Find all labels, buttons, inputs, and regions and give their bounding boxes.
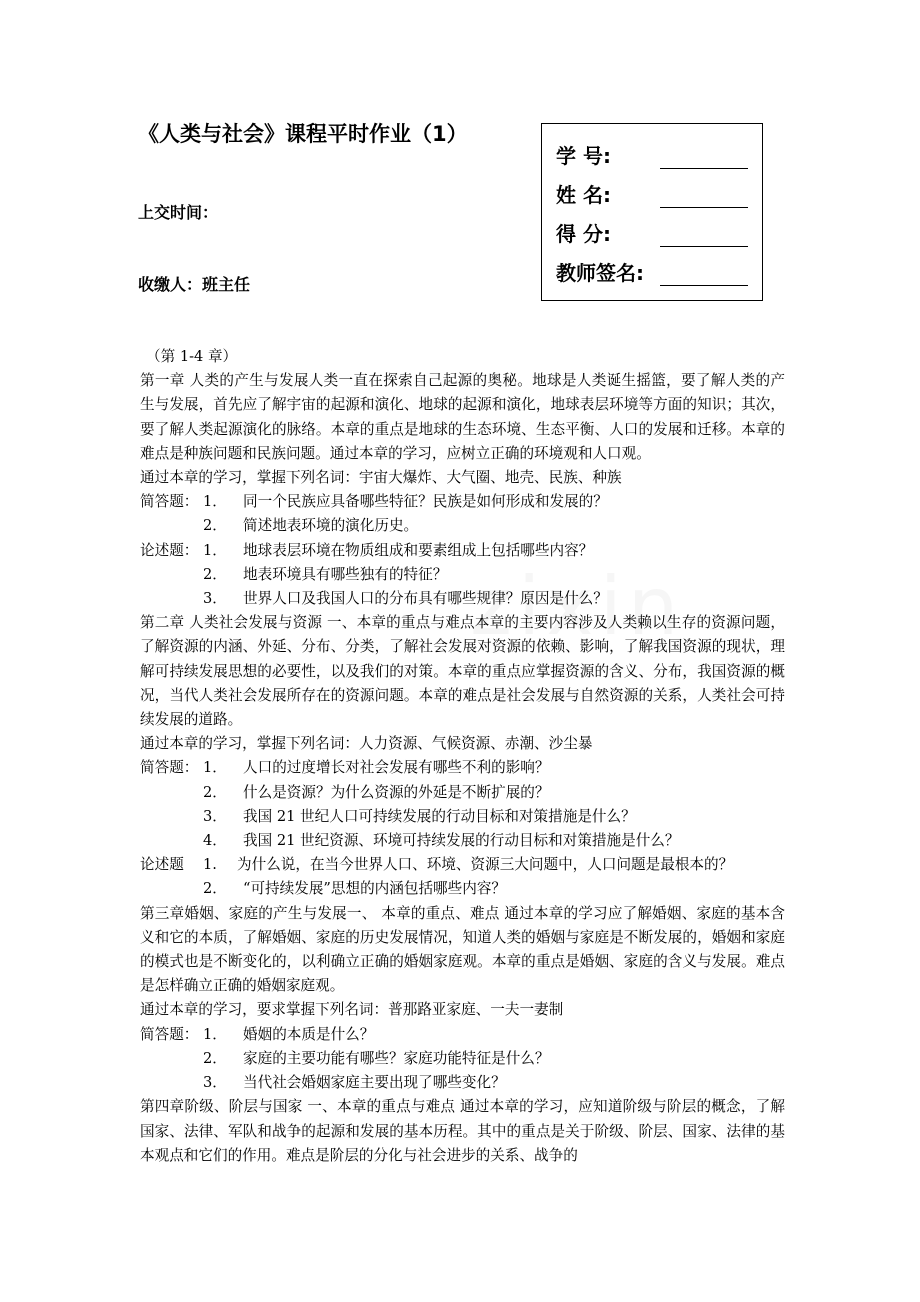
chapter-2-essay-questions (140, 853, 785, 901)
question-text: 什么是资源？为什么资源的外延是不断扩展的？ (243, 783, 550, 801)
teacher-sign-field[interactable] (660, 265, 748, 286)
question-item (140, 805, 785, 829)
question-text: 人口的过度增长对社会发展有哪些不利的影响？ (243, 759, 550, 777)
question-type-label: 论述题 (140, 856, 184, 874)
question-item (140, 756, 785, 780)
question-type-label (140, 781, 203, 805)
chapter-range: （第 1-4 章） (146, 348, 238, 365)
question-number: 3． (203, 590, 227, 608)
chapter-2-short-questions (140, 756, 785, 853)
chapter-3-short-questions (140, 1023, 785, 1096)
score-label: 得 分: (556, 222, 611, 246)
question-text: 为什么说，在当今世界人口、环境、资源三大问题中，人口问题是最根本的？ (237, 856, 734, 874)
question-text: 婚姻的本质是什么？ (243, 1025, 375, 1043)
question-item (140, 781, 785, 805)
question-text: 简述地表环境的演化历史。 (243, 517, 419, 535)
chapter-4-intro: 第四章阶级、阶层与国家 一、本章的重点与难点 通过本章的学习，应知道阶级与阶层的概念，了解国家、法律、军队和战争的起源和发展的基本历程。其中的重点是关于阶级、阶层、国家、法律的基本观点和它们的作用。难点是阶层的分化与社会进步的关系、战争的 (140, 1098, 785, 1164)
question-item (140, 490, 785, 514)
question-type-label: 简答题： (140, 493, 199, 511)
question-text: 地球表层环境在物质组成和要素组成上包括哪些内容？ (243, 541, 594, 559)
chapter-1-essay-questions (140, 539, 785, 612)
question-number: 2． (203, 517, 227, 535)
question-number: 2． (203, 565, 227, 583)
question-type-label (140, 563, 203, 587)
chapter-1-terms: 通过本章的学习，掌握下列名词：宇宙大爆炸、大气圈、地壳、民族、种族 (140, 469, 622, 487)
question-text: 地表环境具有哪些独有的特征？ (243, 565, 448, 583)
name-row (556, 179, 748, 208)
score-field[interactable] (660, 226, 748, 247)
question-type-label (140, 587, 203, 611)
question-number: 4． (203, 832, 227, 850)
question-item (140, 587, 785, 611)
question-type-label: 论述题： (140, 541, 199, 559)
teacher-sign-row (556, 257, 748, 286)
question-item (140, 539, 785, 563)
question-item (140, 1047, 785, 1071)
question-type-label (140, 514, 203, 538)
question-type-label (140, 805, 203, 829)
question-text: “可持续发展”思想的内涵包括哪些内容？ (243, 880, 507, 898)
question-type-label: 简答题： (140, 1025, 199, 1043)
student-id-label: 学 号: (556, 144, 611, 168)
student-info-box (541, 123, 763, 301)
question-item (140, 563, 785, 587)
question-item (140, 829, 785, 853)
question-number: 2． (203, 1049, 227, 1067)
question-number: 2． (203, 880, 227, 898)
chapter-1-short-questions (140, 490, 785, 538)
chapter-1-intro: 第一章 人类的产生与发展人类一直在探索自己起源的奥秘。地球是人类诞生摇篮，要了解人类的产生与发展，首先应了解宇宙的起源和演化、地球的起源和演化，地球表层环境等方面的知识；其次，要了解人类起源演化的脉络。本章的重点是地球的生态环境、生态平衡、人口的发展和迁移。本章的难点是种族问题和民族问题。通过本章的学习，应树立正确的环境观和人口观。 (140, 372, 785, 462)
collector-label: 收缴人：班主任 (138, 275, 251, 294)
question-type-label (140, 1047, 203, 1071)
question-number: 1． (203, 1025, 227, 1043)
teacher-sign-label: 教师签名: (556, 261, 644, 285)
chapter-2-intro: 第二章 人类社会发展与资源 一、本章的重点与难点本章的主要内容涉及人类赖以生存的资源问题，了解资源的内涵、外延、分布、分类，了解社会发展对资源的依赖、影响，了解我国资源的现状，理解可持续发展思想的必要性，以及我们的对策。本章的重点应掌握资源的含义、分布，我国资源的概况，当代人类社会发展所存在的资源问题。本章的难点是社会发展与自然资源的关系，人类社会可持续发展的道路。 (140, 614, 785, 729)
chapter-3-terms: 通过本章的学习，要求掌握下列名词：普那路亚家庭、一夫一妻制 (140, 1001, 564, 1019)
assignment-body (140, 345, 785, 1168)
chapter-2-terms: 通过本章的学习，掌握下列名词：人力资源、气候资源、赤潮、沙尘暴 (140, 735, 593, 753)
question-number: 2． (203, 783, 227, 801)
question-text: 我国 21 世纪资源、环境可持续发展的行动目标和对策措施是什么？ (243, 832, 680, 850)
question-number: 1. (203, 856, 217, 874)
question-item (140, 877, 785, 901)
question-text: 家庭的主要功能有哪些？家庭功能特征是什么？ (243, 1049, 550, 1067)
student-id-row (556, 140, 748, 169)
question-text: 世界人口及我国人口的分布具有哪些规律？原因是什么？ (243, 590, 608, 608)
question-item (140, 1071, 785, 1095)
question-number: 3． (203, 807, 227, 825)
question-type-label (140, 877, 203, 901)
question-text: 当代社会婚姻家庭主要出现了哪些变化？ (243, 1074, 506, 1092)
question-number: 1． (203, 759, 227, 777)
question-number: 1． (203, 541, 227, 559)
page-title: 《人类与社会》课程平时作业（1） (138, 122, 468, 146)
question-type-label (140, 829, 203, 853)
question-item (140, 514, 785, 538)
question-number: 3． (203, 1074, 227, 1092)
question-type-label (140, 1071, 203, 1095)
name-field[interactable] (660, 187, 748, 208)
question-number: 1． (203, 493, 227, 511)
chapter-3-intro: 第三章婚姻、家庭的产生与发展一、 本章的重点、难点 通过本章的学习应了解婚姻、家庭的基本含义和它的本质，了解婚姻、家庭的历史发展情况，知道人类的婚姻与家庭是不断发展的，婚姻和家庭的模式也是不断变化的，以利确立正确的婚姻家庭观。本章的重点是婚姻、家庭的含义与发展。难点是怎样确立正确的婚姻家庭观。 (140, 904, 785, 995)
question-item (140, 853, 785, 877)
submit-time-label: 上交时间： (138, 203, 219, 222)
question-type-label: 简答题： (140, 759, 199, 777)
question-text: 我国 21 世纪人口可持续发展的行动目标和对策措施是什么？ (243, 807, 636, 825)
question-item (140, 1023, 785, 1047)
student-id-field[interactable] (660, 148, 748, 169)
name-label: 姓 名: (556, 183, 611, 207)
score-row (556, 218, 748, 247)
question-text: 同一个民族应具备哪些特征？民族是如何形成和发展的？ (243, 493, 608, 511)
